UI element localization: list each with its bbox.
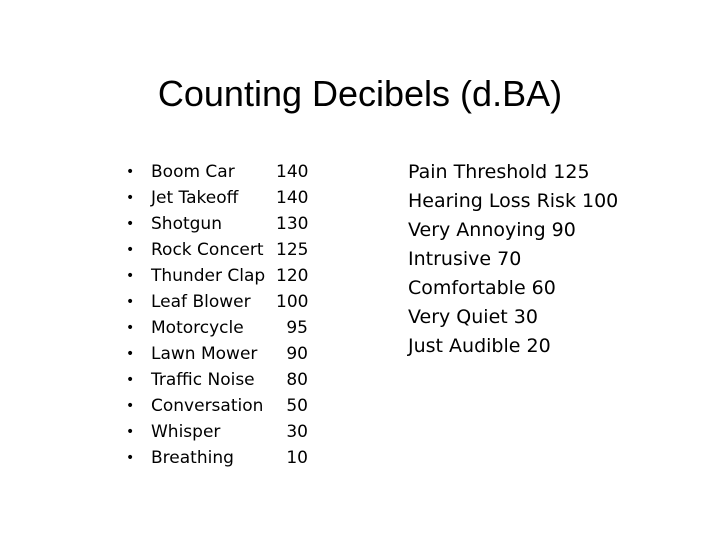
level-item: Just Audible 20 — [408, 335, 551, 357]
source-row — [126, 367, 308, 393]
bullet-icon: • — [126, 268, 135, 284]
slide-title: Counting Decibels (d.BA) — [157, 73, 563, 114]
bullet-icon: • — [126, 372, 135, 388]
source-value: 10 — [286, 448, 308, 468]
source-value: 120 — [276, 266, 309, 286]
level-item: Hearing Loss Risk 100 — [408, 190, 619, 212]
source-row — [126, 341, 308, 367]
source-name: Motorcycle — [151, 318, 244, 338]
source-row — [126, 263, 308, 289]
source-value: 50 — [286, 396, 308, 416]
source-row — [126, 185, 308, 211]
level-item: Pain Threshold 125 — [408, 161, 590, 183]
bullet-icon: • — [126, 190, 135, 206]
source-row — [126, 315, 308, 341]
source-row — [126, 159, 308, 185]
source-row — [126, 445, 308, 471]
source-name: Jet Takeoff — [151, 188, 239, 208]
source-value: 125 — [276, 240, 309, 260]
decibel-levels-list — [408, 158, 618, 361]
source-value: 90 — [286, 344, 308, 364]
bullet-icon: • — [126, 216, 135, 232]
source-row — [126, 289, 308, 315]
source-value: 95 — [286, 318, 308, 338]
source-row — [126, 393, 308, 419]
bullet-icon: • — [126, 294, 135, 310]
bullet-icon: • — [126, 424, 135, 440]
source-row — [126, 419, 308, 445]
source-name: Breathing — [151, 448, 234, 468]
source-name: Boom Car — [151, 162, 235, 182]
source-name: Conversation — [151, 396, 264, 416]
bullet-icon: • — [126, 346, 135, 362]
bullet-icon: • — [126, 242, 135, 258]
source-name: Lawn Mower — [151, 344, 258, 364]
source-value: 130 — [276, 214, 309, 234]
source-value: 30 — [286, 422, 308, 442]
level-item: Intrusive 70 — [408, 248, 522, 270]
level-item: Very Annoying 90 — [408, 219, 576, 241]
source-value: 140 — [276, 188, 309, 208]
source-value: 80 — [286, 370, 308, 390]
source-value: 100 — [276, 292, 309, 312]
source-name: Leaf Blower — [151, 292, 251, 312]
bullet-icon: • — [126, 320, 135, 336]
source-row — [126, 237, 308, 263]
bullet-icon: • — [126, 164, 135, 180]
level-item: Comfortable 60 — [408, 277, 556, 299]
source-value: 140 — [276, 162, 309, 182]
bullet-icon: • — [126, 450, 135, 466]
source-name: Traffic Noise — [151, 370, 255, 390]
level-item: Very Quiet 30 — [408, 306, 538, 328]
source-name: Rock Concert — [151, 240, 264, 260]
source-name: Thunder Clap — [151, 266, 266, 286]
source-name: Whisper — [151, 422, 221, 442]
source-name: Shotgun — [151, 214, 222, 234]
decibel-sources-list — [126, 159, 308, 471]
source-row — [126, 211, 308, 237]
bullet-icon: • — [126, 398, 135, 414]
